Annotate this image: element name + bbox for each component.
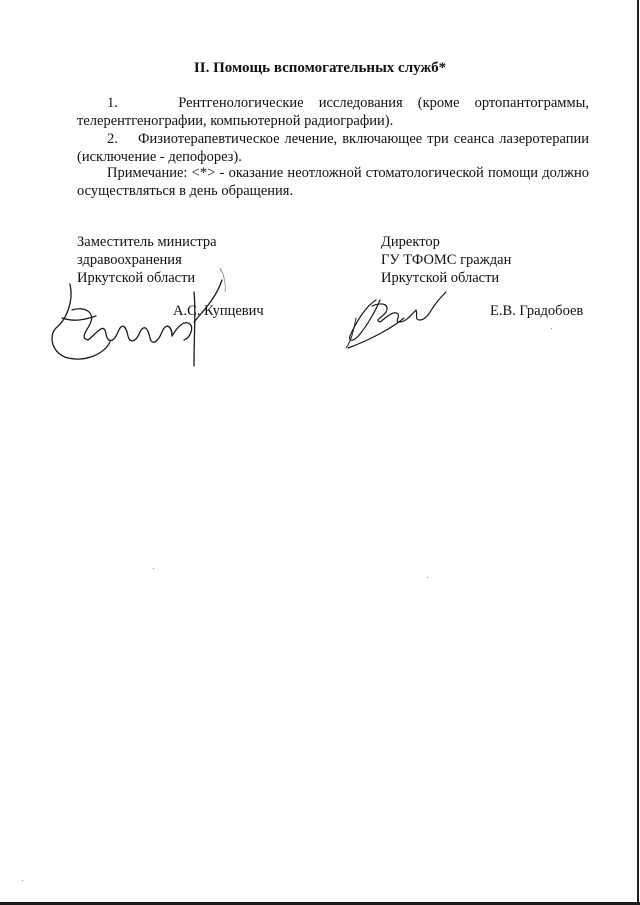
scan-speck bbox=[22, 880, 23, 881]
signatory-title-line: ГУ ТФОМС граждан bbox=[381, 252, 512, 268]
signatory-title-line: Иркутской области bbox=[381, 270, 500, 286]
list-item-text: Рентгенологические исследования (кроме ортопантограммы, телерентгенографии, компьютерной радиографии). bbox=[77, 95, 590, 129]
signatory-right-name: Е.В. Градобоев bbox=[490, 303, 584, 319]
list-item-2 bbox=[77, 130, 589, 166]
signatory-left-name: А.С. Купцевич bbox=[173, 303, 264, 319]
handwritten-signature-right bbox=[342, 288, 452, 350]
signatory-title-line: Директор bbox=[381, 234, 440, 250]
handwritten-signature-left bbox=[44, 262, 234, 367]
list-item-number: 1. bbox=[107, 95, 118, 111]
scan-edge-right bbox=[637, 0, 639, 905]
scan-speck bbox=[220, 270, 221, 271]
signatory-title-line: Заместитель министра bbox=[77, 234, 217, 250]
scan-speck bbox=[551, 328, 552, 329]
section-title: II. Помощь вспомогательных служб* bbox=[193, 60, 447, 76]
signatory-title-line: Иркутской области bbox=[77, 270, 196, 286]
list-item-1 bbox=[77, 94, 589, 130]
scan-speck bbox=[153, 568, 154, 569]
signatory-title-line: здравоохранения bbox=[77, 252, 182, 268]
note-paragraph bbox=[77, 164, 589, 200]
signatory-right-title bbox=[381, 233, 591, 287]
list-item-text: Физиотерапевтическое лечение, включающее три сеанса лазеротерапии (исключение - депофорез). bbox=[77, 131, 589, 165]
note-text: Примечание: <*> - оказание неотложной стоматологической помощи должно осуществляться в день обращения. bbox=[77, 165, 589, 199]
scan-speck bbox=[427, 577, 428, 578]
list-item-number: 2. bbox=[107, 131, 118, 147]
